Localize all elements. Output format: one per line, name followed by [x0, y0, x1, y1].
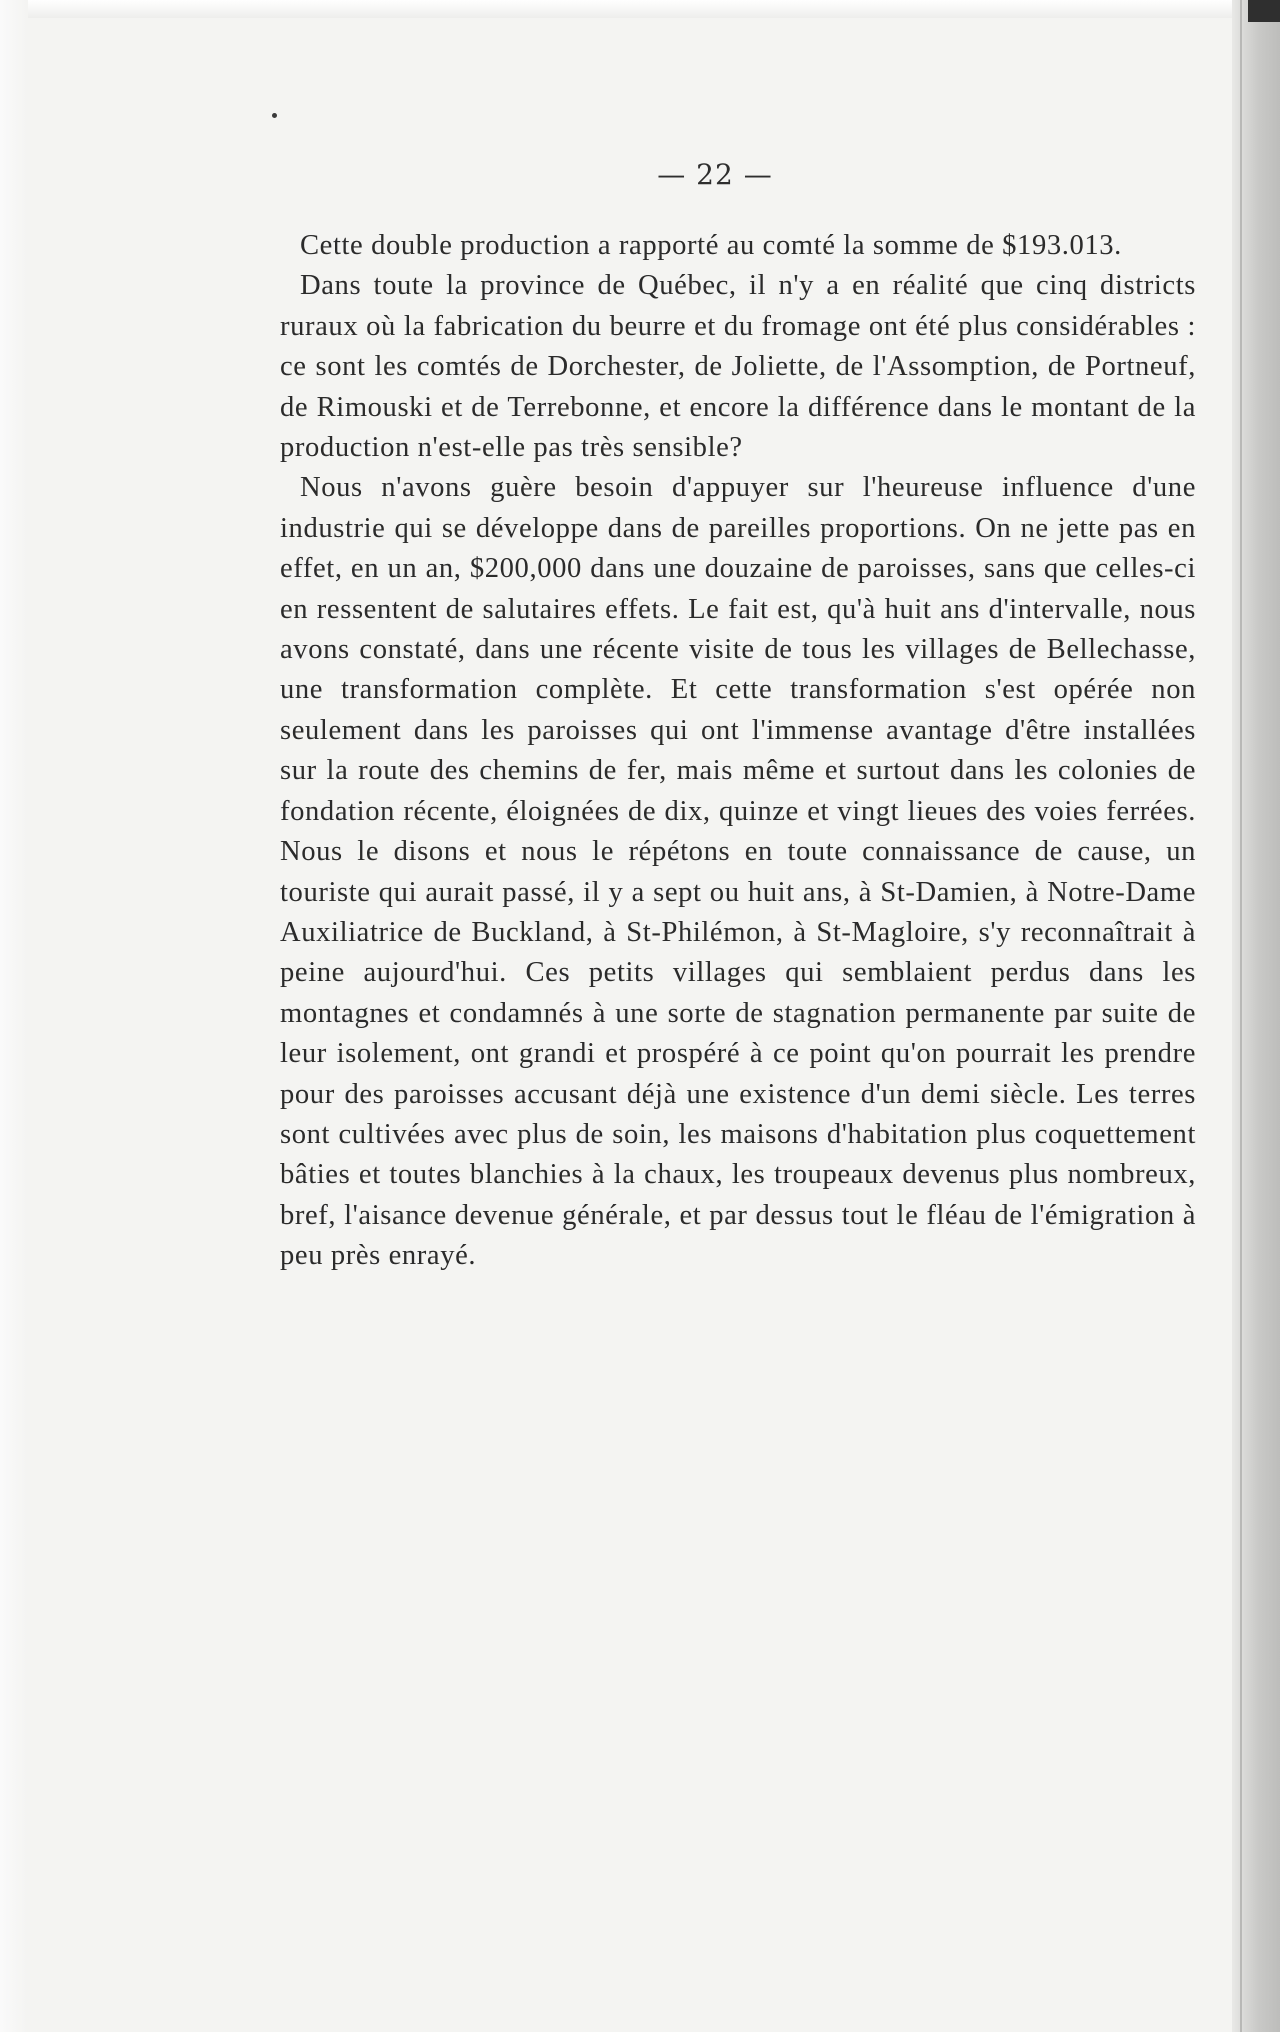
paragraph-industry-influence: Nous n'avons guère besoin d'appuyer sur l'heureuse influence d'une industrie qui se développe dans de pareilles proportions. On ne jette pas en effet, en un an, $200,000 dans une douzaine de paroisses, sans que celles-ci en ressentent de salutaires effets. Le fait est, qu'à huit ans d'intervalle, nous avons constaté, dans une récente visite de tous les villages de Bellechasse, une transformation complète. Et cette transformation s'est opérée non seulement dans les paroisses qui ont l'immense avantage d'être installées sur la route des chemins de fer, mais même et surtout dans les colonies de fondation récente, éloignées de dix, quinze et vingt lieues des voies ferrées. Nous le disons et nous le répétons en toute connaissance de cause, un touriste qui aurait passé, il y a sept ou huit ans, à St-Damien, à Notre-Dame Auxiliatrice de Buckland, à St-Philémon, à St-Magloire, s'y reconnaîtrait à peine aujourd'hui. Ces petits villages qui semblaient perdus dans les montagnes et condamnés à une sorte de stagnation permanente par suite de leur isolement, ont grandi et prospéré à ce point qu'on pourrait les prendre pour des paroisses accusant déjà une existence d'un demi siècle. Les terres sont cultivées avec plus de soin, les maisons d'habitation plus coquettement bâties et toutes blanchies à la chaux, les troupeaux devenus plus nombreux, bref, l'aisance devenue générale, et par dessus tout le fléau de l'émigration à peu près enrayé. — [280, 472, 1196, 1272]
ink-speck — [272, 113, 277, 118]
paragraph-rural-districts: Dans toute la province de Québec, il n'y a en réalité que cinq districts ruraux où la fabrication du beurre et du fromage ont été plus considérables : ce sont les comtés de Dorchester, de Joliette, de l'Assomption, de Portneuf, de Rimouski et de Terrebonne, et encore la différence dans le montant de la production n'est-elle pas très sensible? — [280, 270, 1196, 464]
paragraph-production-sum: Cette double production a rapporté au comté la somme de $193.013. — [300, 230, 1122, 261]
top-shadow — [0, 0, 1280, 18]
body-text — [280, 226, 1196, 1277]
scan-corner — [1248, 0, 1280, 22]
left-margin — [0, 0, 28, 2032]
book-edge-line — [1240, 0, 1242, 2032]
page-number: — 22 — — [657, 158, 773, 191]
